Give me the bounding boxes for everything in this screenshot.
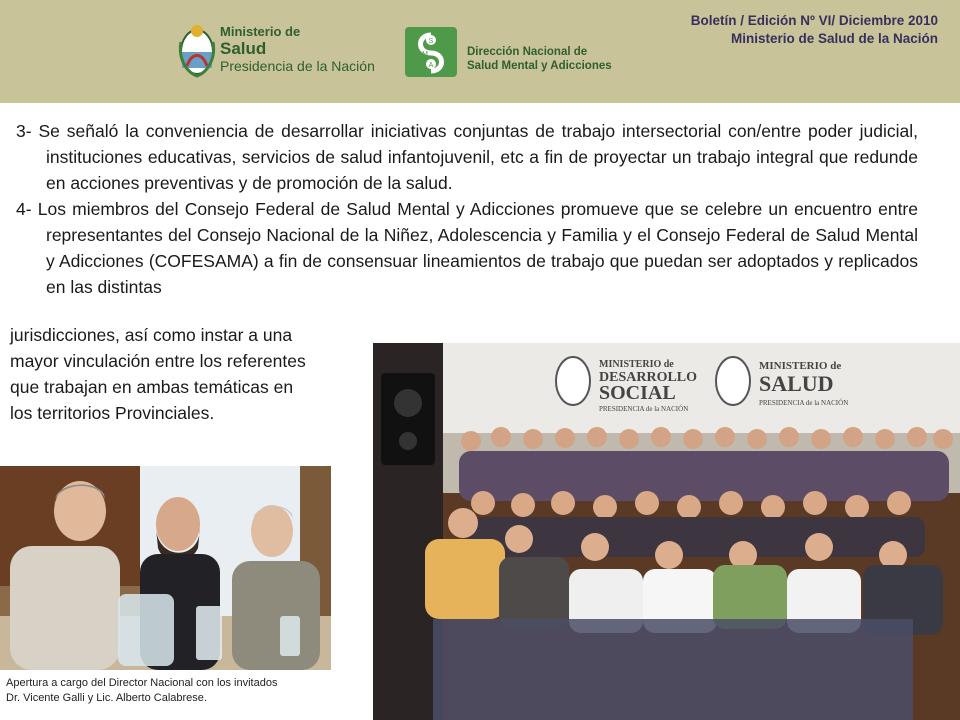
bulletin-edition: Boletín / Edición Nº VI/ Diciembre 2010 bbox=[690, 13, 938, 28]
tail-line-4: los territorios Provinciales. bbox=[10, 403, 215, 423]
salud-banner bbox=[716, 357, 848, 407]
direccion-logo bbox=[405, 27, 625, 79]
sma-letter-a: A bbox=[428, 62, 434, 69]
ministry-wordmark bbox=[220, 24, 375, 75]
banner1-line3: SOCIAL bbox=[599, 382, 676, 404]
item-4: 4- Los miembros del Consejo Federal de Salud Mental y Adicciones promueve que se celebre un encuentro entre representantes del Consejo Nacional de la Niñez, Adolescencia y Familia y el Consejo Federal de Salud Mental y Adicciones (COFESAMA) a fin de consensuar lineamientos de trabajo que puedan ser adoptados y replicados en las distintas bbox=[16, 199, 918, 297]
tail-line-2: mayor vinculación entre los referentes bbox=[10, 351, 306, 371]
body-text bbox=[14, 118, 918, 300]
item-4-continuation bbox=[10, 322, 375, 426]
caption-line-1: Apertura a cargo del Director Nacional con los invitados bbox=[6, 677, 278, 689]
bulletin-publisher: Ministerio de Salud de la Nación bbox=[730, 31, 938, 46]
group-photo-image bbox=[373, 343, 960, 720]
sma-letter-m: M bbox=[422, 51, 428, 58]
caption-line-2: Dr. Vicente Galli y Lic. Alberto Calabrese. bbox=[6, 692, 207, 704]
banner1-line1: MINISTERIO de bbox=[599, 359, 674, 370]
panel-photo-image bbox=[0, 466, 331, 670]
sma-letter-s: S bbox=[428, 38, 434, 45]
tail-line-1: jurisdicciones, así como instar a una bbox=[10, 325, 293, 345]
bulletin-info bbox=[691, 12, 938, 48]
banner1-line4: PRESIDENCIA de la NACIÓN bbox=[599, 405, 689, 413]
sma-emblem-icon bbox=[405, 27, 457, 77]
ministry-line1: Ministerio de bbox=[220, 24, 301, 39]
banner2-line2: SALUD bbox=[759, 371, 834, 396]
argentina-shield-icon bbox=[178, 22, 216, 78]
ministry-logo bbox=[178, 22, 378, 80]
banner1-line2: DESARROLLO bbox=[599, 370, 698, 385]
direction-line1: Dirección Nacional de bbox=[467, 46, 588, 58]
header-band bbox=[0, 0, 960, 103]
group-photo bbox=[373, 343, 960, 720]
tail-line-3: que trabajan en ambas temáticas en bbox=[10, 377, 294, 397]
ministry-line3: Presidencia de la Nación bbox=[220, 58, 375, 74]
ministry-line2: Salud bbox=[220, 39, 267, 58]
banner2-line1: MINISTERIO de bbox=[759, 360, 842, 372]
photo-caption bbox=[6, 676, 366, 706]
direction-line2: Salud Mental y Adicciones bbox=[467, 60, 612, 72]
banner2-line3: PRESIDENCIA de la NACIÓN bbox=[759, 399, 849, 407]
item-3: 3- Se señaló la conveniencia de desarrollar iniciativas conjuntas de trabajo intersectorial con/entre poder judicial, instituciones educativas, servicios de salud infantojuvenil, etc a fin de proyectar un trabajo integral que redunde en acciones preventivas y de promoción de la salud. bbox=[16, 121, 918, 193]
panel-photo bbox=[0, 466, 331, 670]
direccion-wordmark bbox=[467, 45, 612, 73]
